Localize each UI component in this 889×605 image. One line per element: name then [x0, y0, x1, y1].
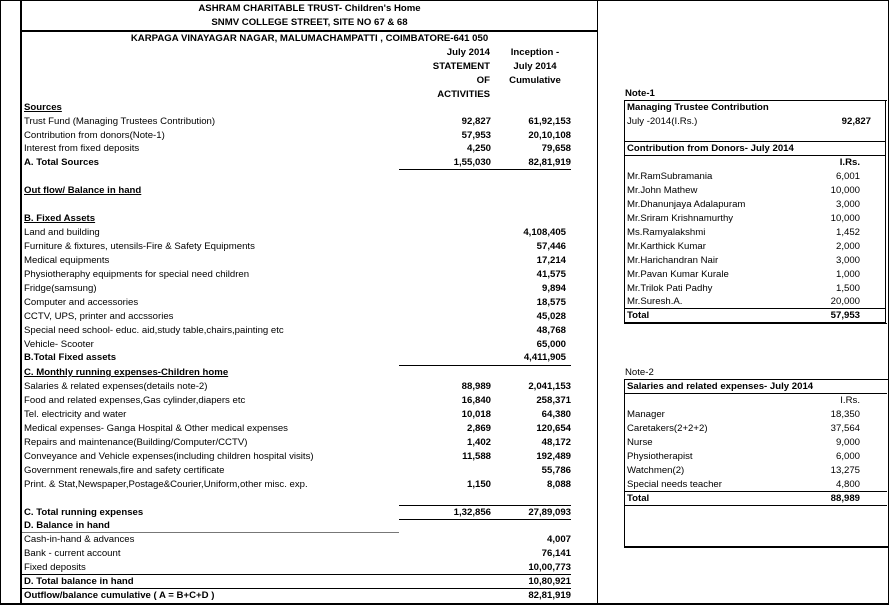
table-row — [24, 240, 574, 253]
row-cumulative: 2,041,153 — [528, 381, 571, 392]
donor-name: Mr.Dhanunjaya Adalapuram — [627, 199, 746, 210]
row-label: July -2014(I.Rs.) — [627, 116, 698, 127]
salary-amount: 37,564 — [830, 423, 860, 434]
row-cumulative: 192,489 — [536, 451, 571, 462]
list-item — [627, 240, 885, 253]
row-cumulative: 76,141 — [541, 548, 571, 559]
note2-divider — [625, 505, 887, 506]
row-label: Outflow/balance cumulative ( A = B+C+D ) — [24, 590, 215, 601]
table-row — [24, 450, 574, 463]
row-label: CCTV, UPS, printer and accssories — [24, 311, 174, 322]
table-row — [24, 226, 574, 239]
donors-heading — [627, 142, 885, 155]
row-label: Furniture & fixtures, utensils-Fire & Safety Equipments — [24, 241, 255, 252]
row-label: Conveyance and Vehicle expenses(including children hospital visits) — [24, 451, 314, 462]
donor-amount: 3,000 — [835, 199, 860, 210]
row-cumulative: 4,411,905 — [523, 352, 566, 363]
col1-line3: ACTIVITIES — [437, 89, 490, 100]
unit-label: I.Rs. — [840, 395, 860, 406]
heading-label: Managing Trustee Contribution — [627, 102, 769, 113]
salary-amount: 13,275 — [830, 465, 860, 476]
row-cumulative: 4,108,405 — [523, 227, 566, 238]
salary-role: Nurse — [627, 437, 653, 448]
balance-title: D. Balance in hand — [24, 520, 110, 531]
row-month: 16,840 — [461, 395, 491, 406]
row-cumulative: 61,92,153 — [528, 116, 571, 127]
list-item — [627, 464, 885, 477]
row-cumulative: 48,172 — [541, 437, 571, 448]
row-cumulative: 10,00,773 — [528, 562, 571, 573]
donor-amount: 3,000 — [835, 255, 860, 266]
table-row — [24, 310, 574, 323]
row-label: Physiotheraphy equipments for special need children — [24, 269, 250, 280]
note1-right-border — [885, 100, 886, 322]
trustee-row — [627, 115, 885, 128]
row-cumulative: 258,371 — [536, 395, 571, 406]
total-rule — [399, 365, 571, 366]
list-item — [627, 422, 885, 435]
row-label: Total — [627, 493, 650, 504]
salary-amount: 18,350 — [830, 409, 860, 420]
salaries-unit-row — [627, 394, 885, 407]
row-label: Total — [627, 310, 650, 321]
note1-title: Note-1 — [625, 88, 655, 99]
list-item — [627, 295, 885, 308]
list-item — [627, 408, 885, 421]
row-label: Fridge(samsung) — [24, 283, 97, 294]
table-row — [24, 408, 574, 421]
row-cumulative: 48,768 — [536, 325, 566, 336]
salaries-total-row — [627, 492, 885, 505]
row-cumulative: 27,89,093 — [528, 507, 571, 518]
salaries-heading — [627, 380, 885, 393]
total-rule — [399, 519, 571, 520]
col1-line1: July 2014 — [446, 47, 490, 58]
donor-amount: 1,000 — [835, 269, 860, 280]
row-label: Land and building — [24, 227, 100, 238]
table-row — [24, 254, 574, 267]
col2-line3: Cumulative — [509, 75, 561, 86]
row-month: 1,402 — [466, 437, 491, 448]
list-item — [627, 282, 885, 295]
list-item — [627, 198, 885, 211]
salary-role: Special needs teacher — [627, 479, 722, 490]
donor-name: Mr.Trilok Pati Padhy — [627, 283, 713, 294]
table-row — [24, 394, 574, 407]
header-divider — [22, 30, 597, 32]
table-row — [24, 142, 574, 155]
donor-name: Mr.Pavan Kumar Kurale — [627, 269, 729, 280]
row-label: C. Total running expenses — [24, 507, 144, 518]
salary-amount: 9,000 — [835, 437, 860, 448]
row-cumulative: 8,088 — [546, 479, 571, 490]
table-row — [24, 422, 574, 435]
row-month: 2,869 — [466, 423, 491, 434]
row-label: Trust Fund (Managing Trustees Contribution) — [24, 116, 216, 127]
grand-total-row — [24, 589, 574, 602]
row-label: Government renewals,fire and safety certificate — [24, 465, 225, 476]
salary-role: Physiotherapist — [627, 451, 693, 462]
row-label: Repairs and maintenance(Building/Computer/CCTV) — [24, 437, 248, 448]
row-label: Computer and accessories — [24, 297, 139, 308]
donor-name: Mr.Karthick Kumar — [627, 241, 706, 252]
row-label: Food and related expenses,Gas cylinder,diapers etc — [24, 395, 246, 406]
note1-bottom-border — [624, 322, 886, 324]
list-item — [627, 450, 885, 463]
row-label: Special need school- educ. aid,study table,chairs,painting etc — [24, 325, 284, 336]
outflow-title: Out flow/ Balance in hand — [24, 185, 142, 196]
unit-label: I.Rs. — [839, 157, 860, 168]
list-item — [627, 226, 885, 239]
row-cumulative: 120,654 — [536, 423, 571, 434]
total-running-expenses-row — [24, 506, 574, 519]
donor-amount: 1,452 — [835, 227, 860, 238]
donor-name: Mr.Suresh.A. — [627, 296, 683, 307]
row-label: Vehicle- Scooter — [24, 339, 94, 350]
table-row — [24, 380, 574, 393]
row-cumulative: 41,575 — [536, 269, 566, 280]
total-balance-row — [24, 575, 574, 588]
row-label: Fixed deposits — [24, 562, 86, 573]
row-cumulative: 10,80,921 — [528, 576, 571, 587]
list-item — [627, 184, 885, 197]
row-cumulative: 82,81,919 — [528, 157, 571, 168]
donor-amount: 20,000 — [830, 296, 860, 307]
row-label: Print. & Stat,Newspaper,Postage&Courier,Uniform,other misc. exp. — [24, 479, 308, 490]
table-row — [24, 338, 574, 351]
row-month: 11,588 — [462, 451, 491, 462]
table-row — [24, 268, 574, 281]
row-month: 1,55,030 — [453, 157, 491, 168]
col1-line2: STATEMENT OF — [432, 61, 490, 86]
row-month: 88,989 — [461, 381, 491, 392]
row-label: Interest from fixed deposits — [24, 143, 140, 154]
donor-name: Mr.John Mathew — [627, 185, 698, 196]
row-cumulative: 55,786 — [541, 465, 571, 476]
table-row — [24, 436, 574, 449]
row-label: Contribution from donors(Note-1) — [24, 130, 165, 141]
trustee-heading — [627, 101, 885, 114]
row-cumulative: 45,028 — [536, 311, 566, 322]
sources-title: Sources — [24, 102, 62, 113]
row-label: Tel. electricity and water — [24, 409, 127, 420]
list-item — [627, 478, 885, 491]
running-expenses-title: C. Monthly running expenses-Children home — [24, 367, 229, 378]
row-label: A. Total Sources — [24, 157, 99, 168]
row-label: D. Total balance in hand — [24, 576, 134, 587]
note2-title: Note-2 — [625, 367, 654, 378]
table-row — [24, 561, 574, 574]
list-item — [627, 170, 885, 183]
row-cumulative: 79,658 — [541, 143, 571, 154]
salary-amount: 6,000 — [835, 451, 860, 462]
salary-role: Manager — [627, 409, 665, 420]
row-cumulative: 18,575 — [536, 297, 566, 308]
donor-amount: 2,000 — [835, 241, 860, 252]
row-cumulative: 20,10,108 — [528, 130, 571, 141]
row-label: Medical expenses- Ganga Hospital & Other medical expenses — [24, 423, 288, 434]
org-city: KARPAGA VINAYAGAR NAGAR, MALUMACHAMPATTI , COIMBATORE-641 050 — [130, 33, 489, 44]
salary-role: Watchmen(2) — [627, 465, 685, 476]
total-sources-row — [24, 156, 574, 169]
row-cumulative: 57,446 — [536, 241, 566, 252]
donor-amount: 6,001 — [835, 171, 860, 182]
org-name: ASHRAM CHARITABLE TRUST- Children's Home — [198, 3, 421, 14]
left-border — [20, 0, 22, 605]
salary-role: Caretakers(2+2+2) — [627, 423, 708, 434]
table-row — [24, 324, 574, 337]
row-label: Medical equipments — [24, 255, 110, 266]
row-label: Cash-in-hand & advances — [24, 534, 135, 545]
row-cumulative: 65,000 — [536, 339, 566, 350]
row-cumulative: 64,380 — [541, 409, 571, 420]
row-label: Bank - current account — [24, 548, 121, 559]
table-row — [24, 129, 574, 142]
table-row — [24, 296, 574, 309]
donors-total-row — [627, 309, 885, 322]
table-row — [24, 533, 574, 546]
list-item — [627, 268, 885, 281]
salary-amount: 4,800 — [835, 479, 860, 490]
row-month: 10,018 — [461, 409, 491, 420]
heading-label: Contribution from Donors- July 2014 — [627, 143, 794, 154]
row-label: Salaries & related expenses(details note-2) — [24, 381, 208, 392]
row-cumulative: 17,214 — [536, 255, 566, 266]
column-header-cumulative — [500, 46, 570, 88]
column-header-month — [420, 46, 490, 102]
row-month: 92,827 — [461, 116, 491, 127]
row-value: 88,989 — [830, 493, 860, 504]
donor-amount: 10,000 — [830, 213, 860, 224]
donor-amount: 10,000 — [830, 185, 860, 196]
column-divider — [597, 0, 598, 605]
total-fixed-assets-row — [24, 351, 574, 364]
table-row — [24, 115, 574, 128]
total-rule — [399, 169, 571, 170]
row-cumulative: 4,007 — [546, 534, 571, 545]
row-cumulative: 9,894 — [541, 283, 566, 294]
list-item — [627, 212, 885, 225]
row-value: 57,953 — [830, 310, 860, 321]
donor-amount: 1,500 — [835, 283, 860, 294]
col2-line1: Inception - — [510, 47, 560, 58]
list-item — [627, 254, 885, 267]
table-row — [24, 464, 574, 477]
row-value: 92,827 — [841, 116, 871, 127]
row-label: B.Total Fixed assets — [24, 352, 117, 363]
org-street: SNMV COLLEGE STREET, SITE NO 67 & 68 — [211, 17, 408, 28]
donor-name: Mr.Sriram Krishnamurthy — [627, 213, 734, 224]
row-month: 57,953 — [461, 130, 491, 141]
fixed-assets-title: B. Fixed Assets — [24, 213, 96, 224]
list-item — [627, 436, 885, 449]
donor-name: Mr.Harichandran Nair — [627, 255, 719, 266]
heading-label: Salaries and related expenses- July 2014 — [627, 381, 814, 392]
row-month: 4,250 — [466, 143, 491, 154]
table-row — [24, 547, 574, 560]
table-row — [24, 478, 574, 491]
row-cumulative: 82,81,919 — [528, 590, 571, 601]
donor-name: Ms.Ramyalakshmi — [627, 227, 706, 238]
col2-line2: July 2014 — [513, 61, 557, 72]
donors-unit-row — [627, 156, 885, 169]
row-month: 1,150 — [466, 479, 491, 490]
row-month: 1,32,856 — [453, 507, 491, 518]
table-row — [24, 282, 574, 295]
donor-name: Mr.RamSubramania — [627, 171, 713, 182]
